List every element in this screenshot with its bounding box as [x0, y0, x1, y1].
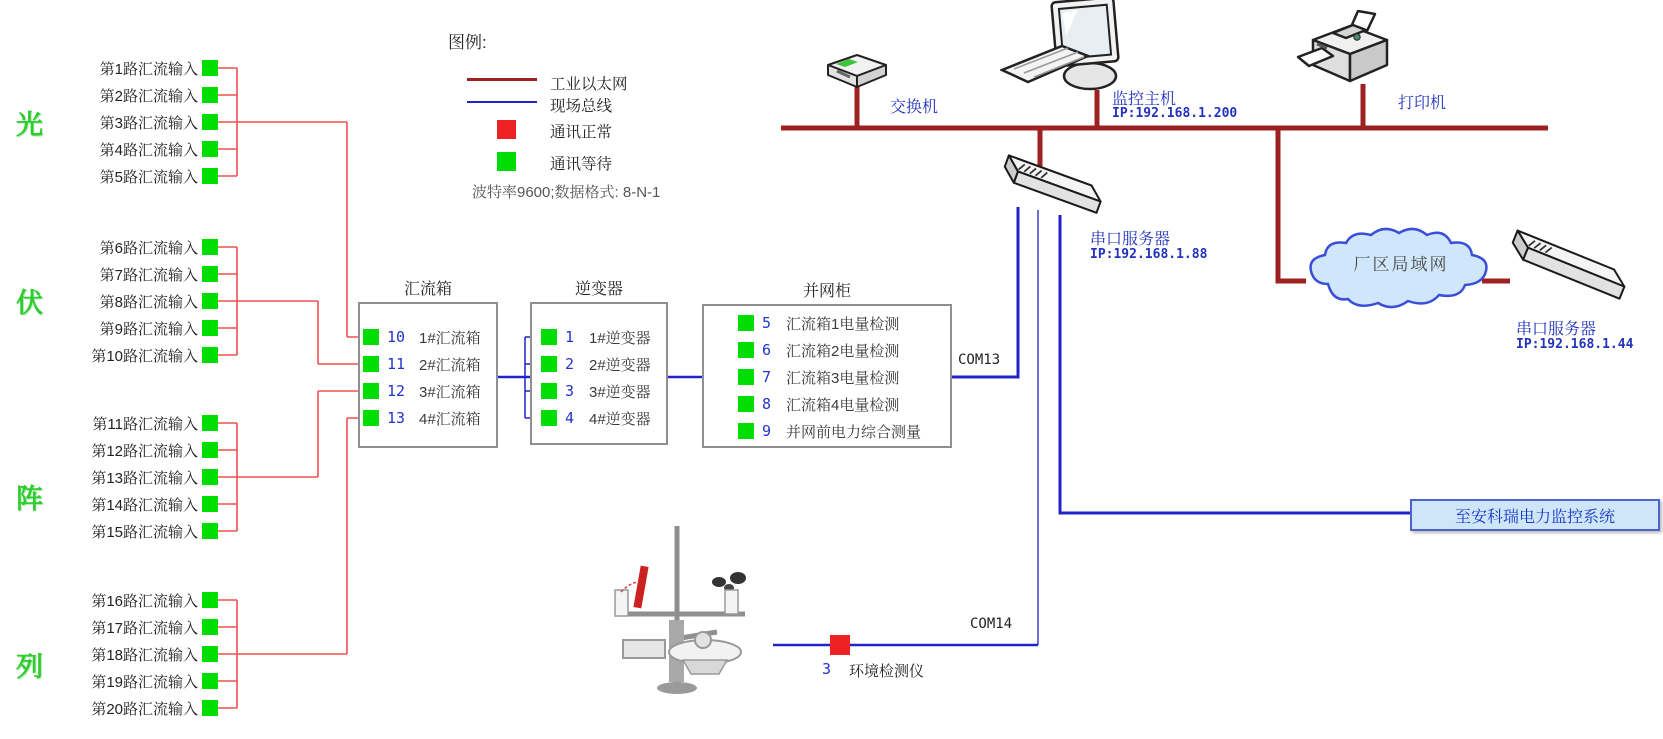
status-led-green [202, 415, 218, 431]
status-led-green [202, 619, 218, 635]
status-led-green [363, 356, 379, 372]
status-led-green [202, 266, 218, 282]
pv-input-group-1 [60, 55, 218, 190]
status-led-green [202, 60, 218, 76]
device-address: 2 [565, 355, 575, 373]
combiner-box [358, 302, 498, 448]
status-led-green [202, 347, 218, 363]
pv-input-label: 第5路汇流输入 [99, 168, 198, 186]
pv-input-label: 第19路汇流输入 [91, 673, 198, 691]
pv-input-label: 第8路汇流输入 [99, 293, 198, 311]
pv-group3-lines [218, 391, 364, 531]
device-address: 13 [387, 409, 406, 427]
status-led-green [541, 329, 557, 345]
legend-fieldbus-line-sample [467, 101, 537, 103]
device-label: 4#逆变器 [589, 410, 651, 428]
inverter-item-row [541, 351, 666, 378]
printer-label: 打印机 [1398, 95, 1447, 112]
device-label: 2#逆变器 [589, 356, 651, 374]
acrel-system-link[interactable]: 至安科瑞电力监控系统 [1410, 499, 1660, 531]
pv-input-row [60, 288, 218, 315]
env-device-label: 环境检测仪 [849, 663, 925, 680]
device-address: 6 [762, 341, 772, 359]
status-led-green [738, 423, 754, 439]
com14-label: COM14 [970, 616, 1013, 632]
status-led-green [202, 469, 218, 485]
status-led-green [202, 673, 218, 689]
pv-input-row [60, 641, 218, 668]
monitoring-host-label: 监控主机 [1112, 91, 1177, 108]
serial-server1-ip: IP:192.168.1.88 [1090, 247, 1208, 262]
grid-cabinet-item-row [738, 310, 950, 337]
pv-input-group-3 [60, 410, 218, 545]
pv-input-row [60, 614, 218, 641]
pv-input-row [60, 491, 218, 518]
legend-title: 图例: [448, 33, 487, 52]
grid-cabinet-box [702, 304, 952, 448]
legend-ethernet-line-sample [467, 78, 537, 81]
device-address: 3 [565, 382, 575, 400]
serial-server2-label: 串口服务器 [1516, 321, 1597, 338]
pv-input-row [60, 261, 218, 288]
status-led-green [738, 396, 754, 412]
combiner-item-row [363, 351, 496, 378]
combiner-box-title: 汇流箱 [403, 281, 452, 298]
pv-input-group-2 [60, 234, 218, 369]
pv-input-row [60, 518, 218, 545]
monitoring-host-icon [1000, 0, 1140, 100]
device-label: 汇流箱4电量检测 [786, 396, 900, 414]
legend-comm-waiting-square [497, 152, 516, 171]
status-led-green [738, 315, 754, 331]
status-led-green [738, 342, 754, 358]
array-char-fu: 伏 [16, 288, 43, 318]
legend-fieldbus-label: 现场总线 [550, 98, 613, 115]
device-address: 8 [762, 395, 772, 413]
pv-input-row [60, 437, 218, 464]
pv-input-row [60, 668, 218, 695]
serial-server2-ip: IP:192.168.1.44 [1516, 337, 1634, 352]
status-led-green [541, 410, 557, 426]
pv-input-label: 第7路汇流输入 [99, 266, 198, 284]
inverter-item-row [541, 324, 666, 351]
pv-input-label: 第6路汇流输入 [99, 239, 198, 257]
legend-ethernet-label: 工业以太网 [550, 76, 628, 93]
status-led-green [202, 239, 218, 255]
serial-server1-label: 串口服务器 [1090, 231, 1171, 248]
combiner-item-row [363, 378, 496, 405]
device-label: 汇流箱3电量检测 [786, 369, 900, 387]
status-led-green [202, 168, 218, 184]
printer-icon [1293, 10, 1403, 95]
status-led-green [202, 87, 218, 103]
pv-input-label: 第14路汇流输入 [91, 496, 198, 514]
pv-input-row [60, 234, 218, 261]
pv-input-row [60, 695, 218, 722]
pv-input-row [60, 342, 218, 369]
serial-server1-icon [993, 150, 1111, 235]
device-address: 1 [565, 328, 575, 346]
pv-input-label: 第15路汇流输入 [91, 523, 198, 541]
combiner-item-row [363, 405, 496, 432]
switch-label: 交换机 [890, 99, 939, 116]
weather-station-icon [595, 520, 760, 710]
pv-input-row [60, 315, 218, 342]
com13-label: COM13 [958, 352, 1001, 368]
pv-group1-lines [218, 68, 364, 337]
inverter-box [530, 302, 668, 445]
pv-input-label: 第10路汇流输入 [91, 347, 198, 365]
status-led-green [363, 410, 379, 426]
pv-input-label: 第11路汇流输入 [92, 415, 198, 433]
device-label: 汇流箱2电量检测 [786, 342, 900, 360]
device-label: 1#逆变器 [589, 329, 651, 347]
env-status-square-red [830, 635, 850, 655]
grid-cabinet-item-row [738, 391, 950, 418]
grid-cabinet-item-row [738, 337, 950, 364]
device-label: 3#汇流箱 [419, 383, 481, 401]
device-address: 9 [762, 422, 772, 440]
status-led-green [202, 114, 218, 130]
status-led-green [202, 496, 218, 512]
pv-input-label: 第2路汇流输入 [99, 87, 198, 105]
device-label: 4#汇流箱 [419, 410, 481, 428]
env-device-address: 3 [822, 660, 832, 678]
pv-input-label: 第12路汇流输入 [91, 442, 198, 460]
pv-input-group-4 [60, 587, 218, 722]
pv-input-row [60, 587, 218, 614]
combiner-item-row [363, 324, 496, 351]
pv-input-row [60, 136, 218, 163]
device-label: 2#汇流箱 [419, 356, 481, 374]
serial-server2-icon [1498, 228, 1638, 317]
device-label: 并网前电力综合测量 [786, 423, 922, 441]
device-address: 4 [565, 409, 575, 427]
pv-input-label: 第9路汇流输入 [99, 320, 198, 338]
status-led-green [202, 320, 218, 336]
pv-input-label: 第4路汇流输入 [99, 141, 198, 159]
pv-input-row [60, 55, 218, 82]
device-address: 10 [387, 328, 406, 346]
legend-comm-normal-square [497, 120, 516, 139]
pv-input-label: 第13路汇流输入 [91, 469, 198, 487]
pv-input-label: 第16路汇流输入 [91, 592, 198, 610]
pv-group2-lines [218, 247, 364, 364]
device-address: 7 [762, 368, 772, 386]
inverter-item-row [541, 378, 666, 405]
pv-input-row [60, 109, 218, 136]
status-led-green [363, 383, 379, 399]
grid-cabinet-item-row [738, 418, 950, 445]
device-address: 12 [387, 382, 406, 400]
inverter-box-title: 逆变器 [574, 281, 623, 298]
status-led-green [738, 369, 754, 385]
device-label: 汇流箱1电量检测 [786, 315, 900, 333]
lan-cloud-label: 厂区局域网 [1353, 255, 1449, 274]
pv-input-row [60, 163, 218, 190]
device-address: 11 [387, 355, 406, 373]
status-led-green [202, 523, 218, 539]
status-led-green [541, 383, 557, 399]
pv-input-label: 第17路汇流输入 [91, 619, 198, 637]
grid-cabinet-title: 并网柜 [802, 283, 851, 300]
monitoring-host-ip: IP:192.168.1.200 [1112, 106, 1238, 121]
status-led-green [202, 442, 218, 458]
inverter-item-row [541, 405, 666, 432]
device-label: 3#逆变器 [589, 383, 651, 401]
legend-comm-normal-label: 通讯正常 [550, 124, 613, 141]
status-led-green [202, 293, 218, 309]
device-label: 1#汇流箱 [419, 329, 481, 347]
pv-input-label: 第1路汇流输入 [99, 60, 198, 78]
pv-input-row [60, 410, 218, 437]
switch-icon [824, 48, 890, 97]
status-led-green [202, 700, 218, 716]
device-address: 5 [762, 314, 772, 332]
pv-input-row [60, 82, 218, 109]
array-char-lie: 列 [16, 652, 43, 682]
status-led-green [541, 356, 557, 372]
pv-input-label: 第20路汇流输入 [91, 700, 198, 718]
pv-input-row [60, 464, 218, 491]
status-led-green [202, 592, 218, 608]
status-led-green [363, 329, 379, 345]
pv-input-label: 第18路汇流输入 [91, 646, 198, 664]
grid-cabinet-item-row [738, 364, 950, 391]
pv-group4-lines [218, 418, 364, 708]
status-led-green [202, 646, 218, 662]
pv-input-label: 第3路汇流输入 [99, 114, 198, 132]
legend-comm-waiting-label: 通讯等待 [550, 156, 613, 173]
array-char-guang: 光 [16, 110, 43, 140]
baudrate-note: 波特率9600;数据格式: 8-N-1 [472, 184, 661, 201]
status-led-green [202, 141, 218, 157]
array-char-zhen: 阵 [16, 484, 43, 514]
